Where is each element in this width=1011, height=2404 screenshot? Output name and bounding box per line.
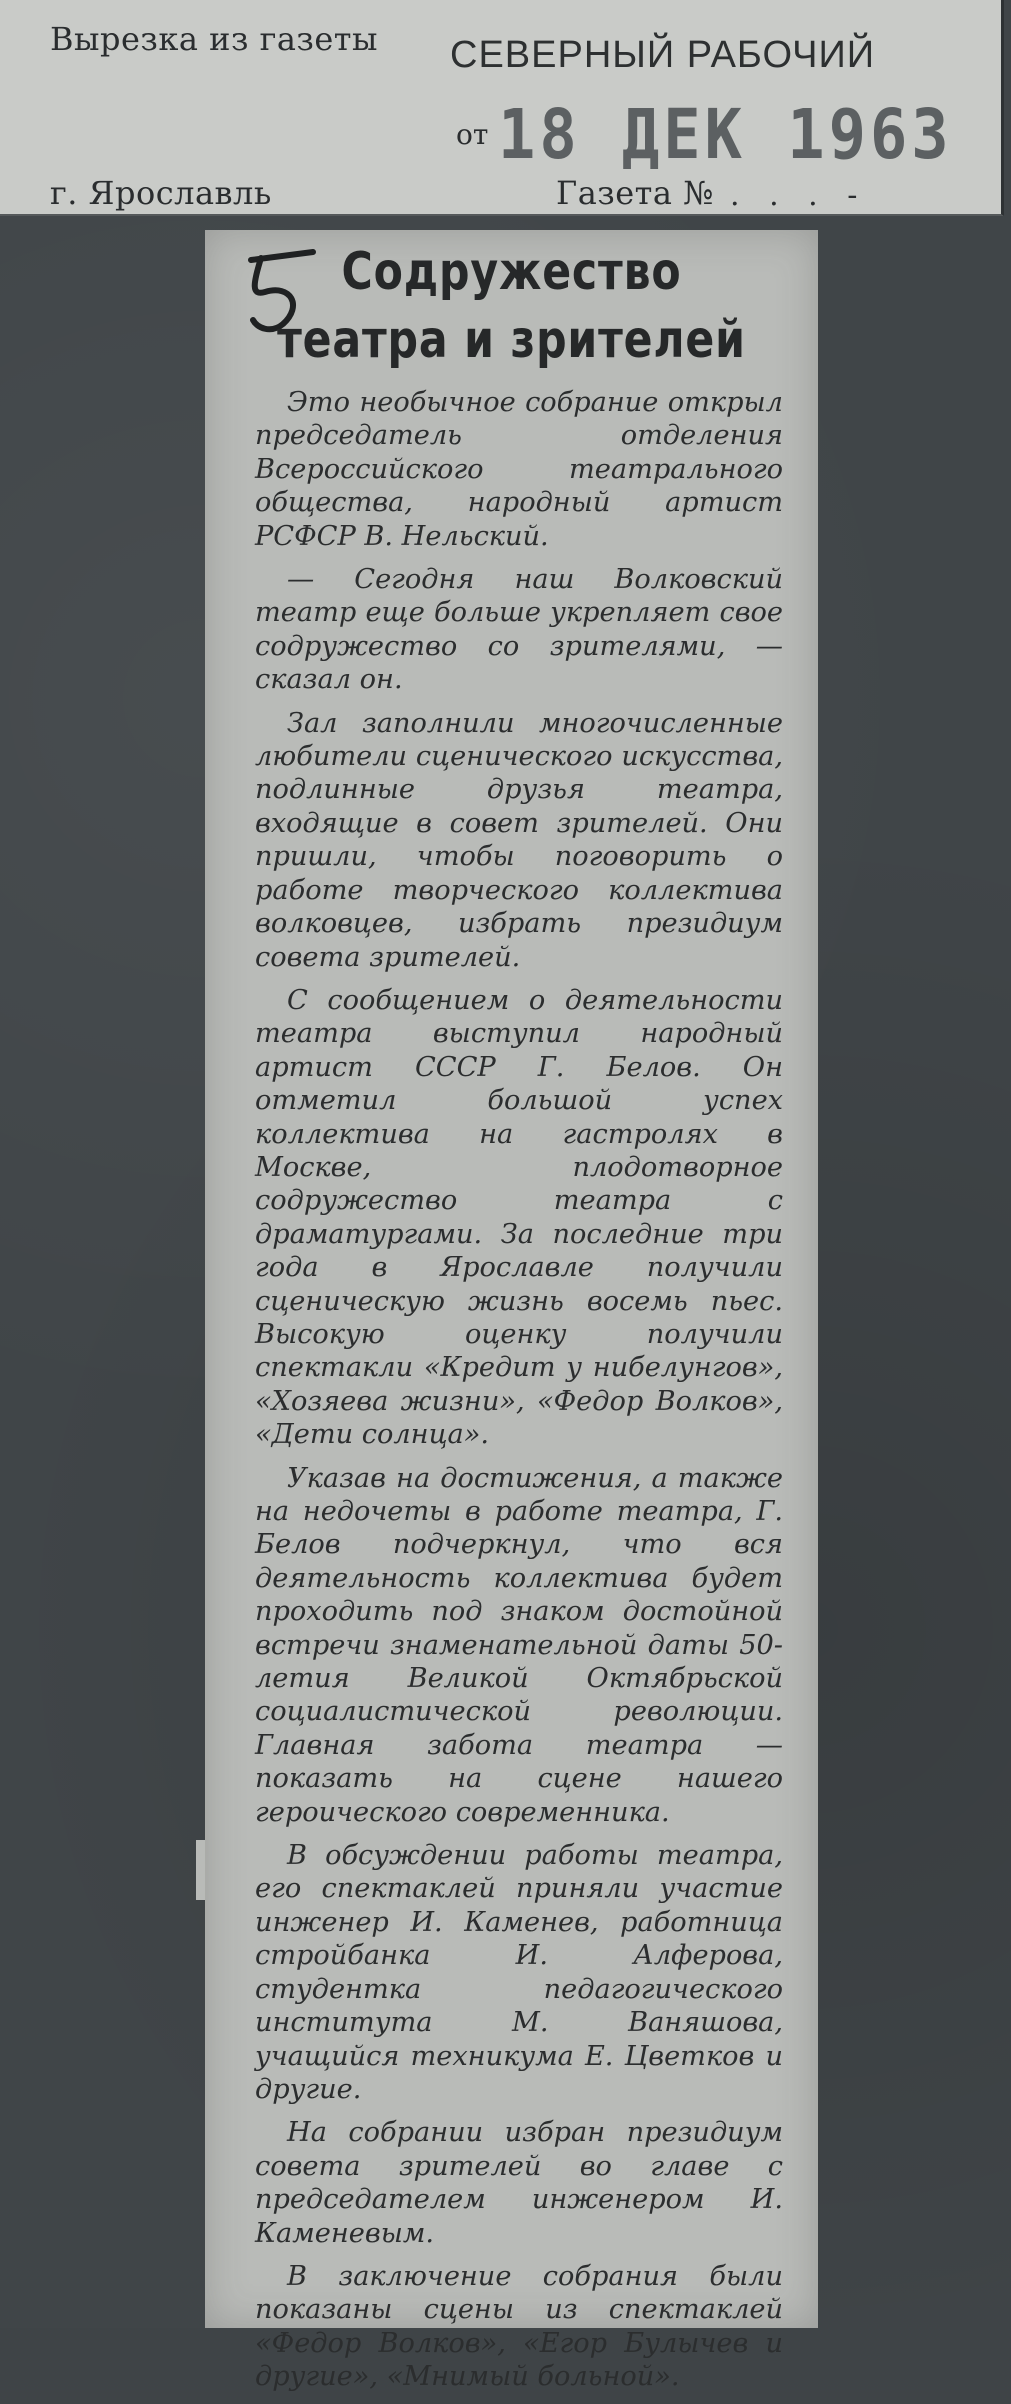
archive-label-card [0, 0, 1004, 216]
newspaper-clipping [205, 230, 818, 2393]
date-prefix: от [456, 118, 489, 151]
paragraph: Зал заполнили многочисленные любители сценического искусства, подлинные друзья театра, входящие в совет зрителей. Они пришли, чтобы поговорить о работе творческого коллектива волковцев, избрать президиум совета зрителей. [255, 707, 783, 973]
paragraph: В обсуждении работы театра, его спектаклей приняли участие инженер И. Каменев, работница стройбанка И. Алферова, студентка педагогического института М. Ваняшова, учащийся техникума Е. Цветков и другие. [255, 1840, 783, 2105]
paragraph: Это необычное собрание открыл председатель отделения Всероссийского театрального общества, народный артист РСФСР В. Нельский. [255, 387, 783, 552]
headline-line-1: Содружество [341, 242, 682, 302]
newspaper-name: СЕВЕРНЫЙ РАБОЧИЙ [450, 34, 876, 76]
article-body [255, 386, 783, 2404]
issue-label: Газета № [556, 174, 714, 212]
clipping-from-label: Вырезка из газеты [50, 20, 378, 58]
headline-line-2: театра и зрителей [277, 310, 746, 370]
paragraph: Указав на достижения, а также на недочеты в работе театра, Г. Белов подчеркнул, что вся деятельность коллектива будет проходить под знаком достойной встречи знаменательной даты 50-летия Великой Октябрьской социалистической революции. Главная забота театра — показать на сцене нашего героического современника. [255, 1462, 783, 1828]
issue-number: . . . - [730, 178, 868, 213]
paragraph: В заключение собрания были показаны сцены из спектаклей «Федор Волков», «Егор Булычев и другие», «Мнимый больной». [255, 2260, 783, 2393]
city-label: г. Ярославль [50, 174, 272, 212]
date-stamp: 18 ДЕК 1963 [498, 94, 953, 175]
paragraph: На собрании избран президиум совета зрителей во главе с председателем инженером И. Каменевым. [255, 2117, 783, 2249]
paragraph: — Сегодня наш Волковский театр еще больше укрепляет свое содружество со зрителями, — сказал он. [255, 564, 783, 696]
paragraph: С сообщением о деятельности театра выступил народный артист СССР Г. Белов. Он отметил большой успех коллектива на гастролях в Москве, плодотворное содружество театра с драматургами. За последние три года в Ярославле получили сценическую жизнь восемь пьес. Высокую оценку получили спектакли «Кредит у нибелунгов», «Хозяева жизни», «Федор Волков», «Дети солнца». [255, 984, 783, 1451]
